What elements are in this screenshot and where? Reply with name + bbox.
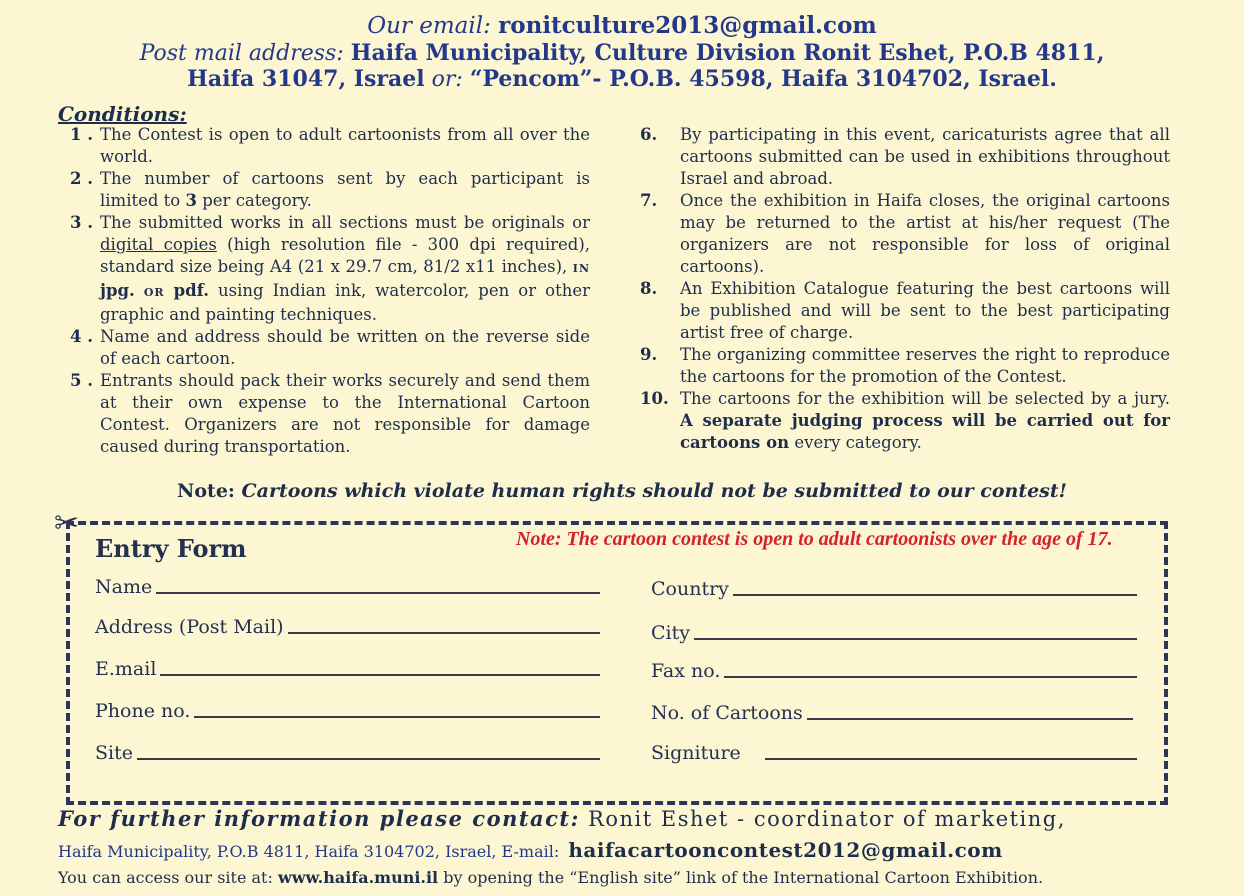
cartoons-count-field[interactable] <box>651 702 1133 724</box>
contact-address: Haifa Municipality, P.O.B 4811, Haifa 3104702, Israel, E-mail: <box>58 842 560 861</box>
condition-item <box>70 326 590 370</box>
address-field[interactable] <box>95 616 600 638</box>
condition-text-bold: 3 <box>185 191 197 210</box>
cartoons-count-label: No. of Cartoons <box>651 702 803 724</box>
condition-number: 4 . <box>70 327 93 346</box>
condition-text <box>100 212 590 326</box>
contact-lead: For further information please contact: <box>58 806 580 831</box>
note-label: Note: <box>177 480 235 502</box>
access-text: You can access our site at: <box>58 868 278 887</box>
post-address-line-2 <box>0 66 1244 92</box>
condition-number: 10. <box>640 389 669 408</box>
post-address-2b: “Pencom”- P.O.B. 45598, Haifa 3104702, Israel. <box>469 66 1057 92</box>
condition-item <box>640 344 1170 388</box>
condition-number: 3 . <box>70 213 93 232</box>
address-line[interactable] <box>288 632 600 634</box>
contact-address-line <box>58 838 1003 862</box>
conditions-right-column <box>640 124 1170 454</box>
human-rights-note <box>0 480 1244 502</box>
contact-email: ronitculture2013@gmail.com <box>498 12 877 39</box>
condition-text: The Contest is open to adult cartoonists from all over the world. <box>100 125 590 166</box>
condition-item <box>70 212 590 326</box>
condition-text-small: IN <box>572 262 590 275</box>
site-field[interactable] <box>95 742 600 764</box>
email-label: Our email: <box>367 13 491 39</box>
condition-text: Once the exhibition in Haifa closes, the original cartoons may be returned to the artist at his/her request (The organizers are not responsible for loss of original cartoons). <box>680 191 1170 276</box>
signature-line[interactable] <box>765 758 1137 760</box>
condition-text-small: OR <box>143 286 165 299</box>
condition-text-bold: jpg. <box>100 281 135 300</box>
post-address-1: Haifa Municipality, Culture Division Ronit Eshet, P.O.B 4811, <box>350 40 1105 66</box>
email-line <box>0 12 1244 39</box>
condition-item <box>640 388 1170 454</box>
condition-number: 6. <box>640 125 658 144</box>
site-link[interactable]: www.haifa.muni.il <box>277 868 439 887</box>
country-line[interactable] <box>733 594 1137 596</box>
condition-text-part: The cartoons for the exhibition will be selected by a jury. <box>680 389 1170 408</box>
condition-text: The organizing committee reserves the right to reproduce the cartoons for the promotion of the Contest. <box>680 345 1170 386</box>
condition-text-part: per category. <box>196 191 312 210</box>
country-label: Country <box>651 578 729 600</box>
email-label: E.mail <box>95 658 157 680</box>
condition-text-part: using Indian ink, watercolor, pen or other graphic and painting techniques. <box>100 281 590 324</box>
post-address-line-1 <box>0 40 1244 66</box>
note-text: Cartoons which violate human rights should not be submitted to our contest! <box>241 480 1067 502</box>
condition-text: Name and address should be written on the reverse side of each cartoon. <box>100 327 590 368</box>
condition-text: By participating in this event, caricaturists agree that all cartoons submitted can be used in exhibitions throughout Israel and abroad. <box>680 125 1170 188</box>
condition-text <box>680 388 1170 454</box>
conditions-left-column <box>70 124 590 458</box>
condition-item <box>640 124 1170 190</box>
condition-text-part: The number of cartoons sent by each participant is limited to <box>100 169 590 210</box>
condition-item <box>640 278 1170 344</box>
access-text: by opening the “English site” link of the International Cartoon Exhibition. <box>438 868 1044 887</box>
condition-item <box>70 168 590 212</box>
contact-email-link[interactable]: haifacartooncontest2012@gmail.com <box>568 838 1003 862</box>
site-label: Site <box>95 742 133 764</box>
condition-number: 9. <box>640 345 658 364</box>
city-field[interactable] <box>651 622 1137 644</box>
condition-text <box>100 168 590 212</box>
email-line[interactable] <box>160 674 600 676</box>
site-access-line <box>58 868 1043 887</box>
condition-text: An Exhibition Catalogue featuring the best cartoons will be published and will be sent to the best participating artist free of charge. <box>680 279 1170 342</box>
condition-text-bold: pdf. <box>173 281 209 300</box>
site-line[interactable] <box>137 758 600 760</box>
contact-line <box>58 806 1178 831</box>
condition-number: 1 . <box>70 125 93 144</box>
condition-text: Entrants should pack their works securely and send them at their own expense to the International Cartoon Contest. Organizers are not responsible for damage caused during transportation. <box>100 371 590 456</box>
condition-text-part: (high resolution file - 300 dpi required), standard size being A4 (21 x 29.7 cm, 81/2 x11 inches), <box>100 235 590 276</box>
fax-line[interactable] <box>724 676 1137 678</box>
condition-text-part: The submitted works in all sections must be originals or <box>100 213 590 232</box>
name-line[interactable] <box>156 592 600 594</box>
city-line[interactable] <box>694 638 1137 640</box>
entry-form-title: Entry Form <box>95 534 247 563</box>
country-field[interactable] <box>651 578 1137 600</box>
condition-number: 5 . <box>70 371 93 390</box>
condition-item <box>70 370 590 458</box>
cartoons-count-line[interactable] <box>807 718 1133 720</box>
age-note: Note: The cartoon contest is open to adult cartoonists over the age of 17. <box>516 528 1113 550</box>
phone-field[interactable] <box>95 700 600 722</box>
condition-item <box>640 190 1170 278</box>
name-field[interactable] <box>95 576 600 598</box>
signature-label: Signiture <box>651 742 741 764</box>
post-address-2a: Haifa 31047, Israel <box>187 66 425 92</box>
phone-label: Phone no. <box>95 700 191 722</box>
city-label: City <box>651 622 690 644</box>
address-label: Address (Post Mail) <box>95 616 284 638</box>
conditions-title: Conditions: <box>58 102 187 126</box>
condition-text-bold: A separate judging process will be carried out for cartoons on <box>680 411 1170 452</box>
condition-number: 2 . <box>70 169 93 188</box>
post-label: Post mail address: <box>139 41 344 66</box>
contact-person: Ronit Eshet - coordinator of marketing, <box>579 807 1066 831</box>
email-field[interactable] <box>95 658 600 680</box>
name-label: Name <box>95 576 153 598</box>
condition-number: 7. <box>640 191 658 210</box>
phone-line[interactable] <box>194 716 600 718</box>
condition-text-part: every category. <box>789 433 922 452</box>
condition-text-underlined: digital copies <box>100 235 217 254</box>
signature-field[interactable] <box>651 742 1137 764</box>
condition-number: 8. <box>640 279 658 298</box>
fax-label: Fax no. <box>651 660 721 682</box>
condition-item <box>70 124 590 168</box>
fax-field[interactable] <box>651 660 1137 682</box>
or-label: or: <box>431 67 463 92</box>
scissors-icon: ✂ <box>54 506 80 541</box>
